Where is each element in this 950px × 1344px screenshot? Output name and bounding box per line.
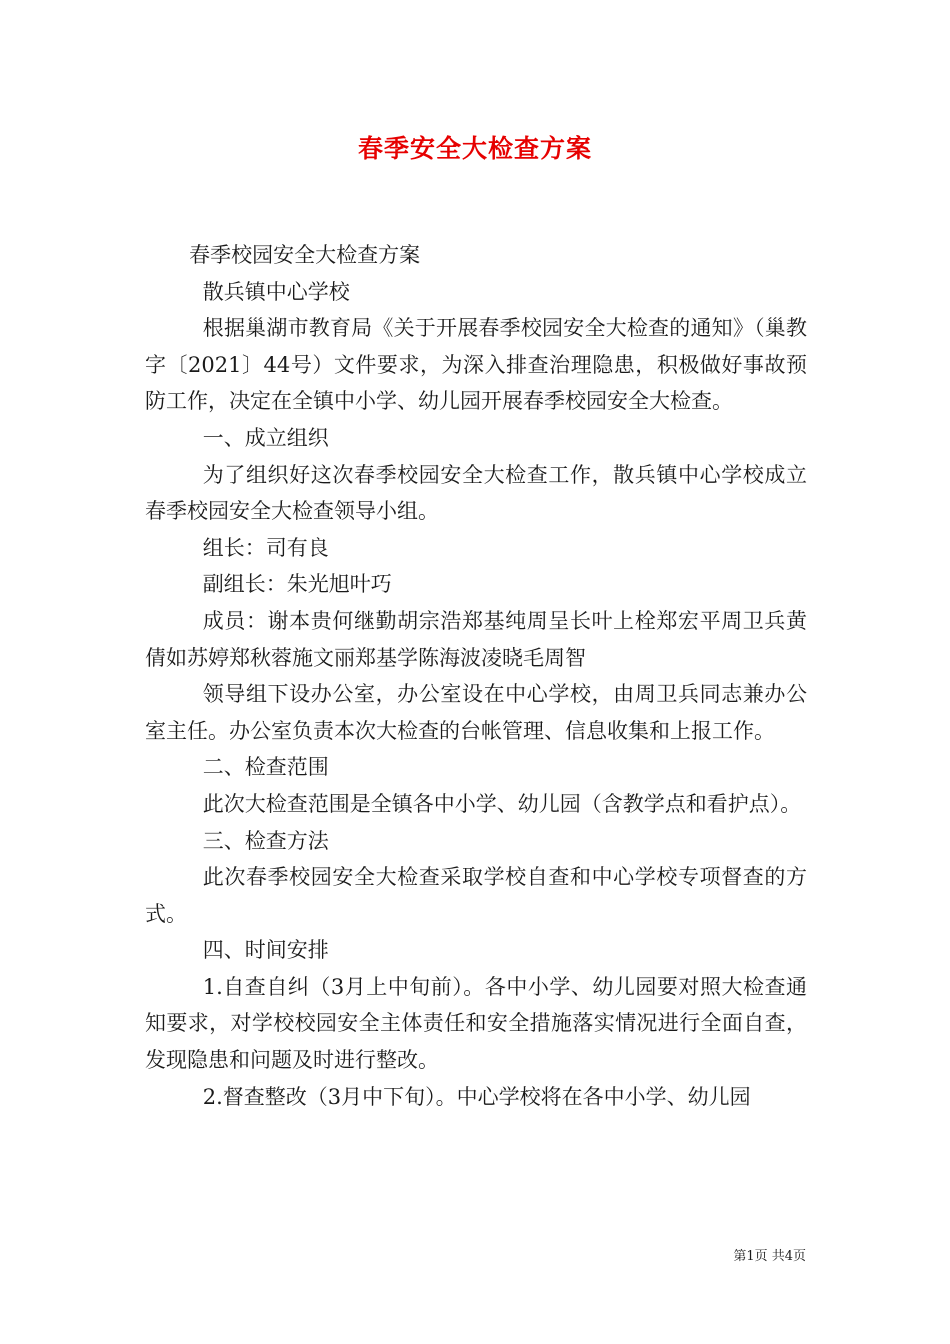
- paragraph-school: 散兵镇中心学校: [202, 279, 350, 304]
- paragraph-schedule-1: 1.自查自纠（3月上中旬前）。各中小学、幼儿园要对照大检查通知要求，对学校校园安全主体责任和安全措施落实情况进行全面自查，发现隐患和问题及时进行整改。: [145, 974, 807, 1073]
- paragraph-members: 成员：谢本贵何继勤胡宗浩郑基纯周呈长叶上栓郑宏平周卫兵黄倩如苏婷郑秋蓉施文丽郑基学陈海波凌晓毛周智: [145, 608, 807, 670]
- paragraph-organization: 为了组织好这次春季校园安全大检查工作，散兵镇中心学校成立春季校园安全大检查领导小组。: [145, 462, 807, 524]
- paragraph-deputy-leader: 副组长：朱光旭叶巧: [202, 572, 392, 597]
- document-title: 春季安全大检查方案: [357, 134, 592, 163]
- heading-section-4: 四、时间安排: [202, 938, 329, 963]
- paragraph-scope: 此次大检查范围是全镇各中小学、幼儿园（含教学点和看护点）。: [202, 791, 802, 816]
- page-number-footer: 第1页 共4页: [733, 1249, 806, 1264]
- paragraph-leader: 组长：司有良: [202, 535, 329, 560]
- heading-section-2: 二、检查范围: [202, 755, 329, 780]
- paragraph-office: 领导组下设办公室，办公室设在中心学校，由周卫兵同志兼办公室主任。办公室负责本次大检查的台帐管理、信息收集和上报工作。: [145, 682, 807, 743]
- heading-section-1: 一、成立组织: [202, 425, 329, 450]
- paragraph-schedule-2: 2.督查整改（3月中下旬）。中心学校将在各中小学、幼儿园: [202, 1084, 751, 1109]
- heading-section-3: 三、检查方法: [202, 828, 329, 853]
- paragraph-method: 此次春季校园安全大检查采取学校自查和中心学校专项督查的方式。: [145, 865, 807, 926]
- paragraph-intro: 根据巢湖市教育局《关于开展春季校园安全大检查的通知》（巢教字〔2021〕44号）文件要求，为深入排查治理隐患，积极做好事故预防工作，决定在全镇中小学、幼儿园开展春季校园安全大检查。: [145, 316, 807, 414]
- paragraph-subtitle: 春季校园安全大检查方案: [189, 243, 421, 267]
- document-body: [145, 237, 807, 1115]
